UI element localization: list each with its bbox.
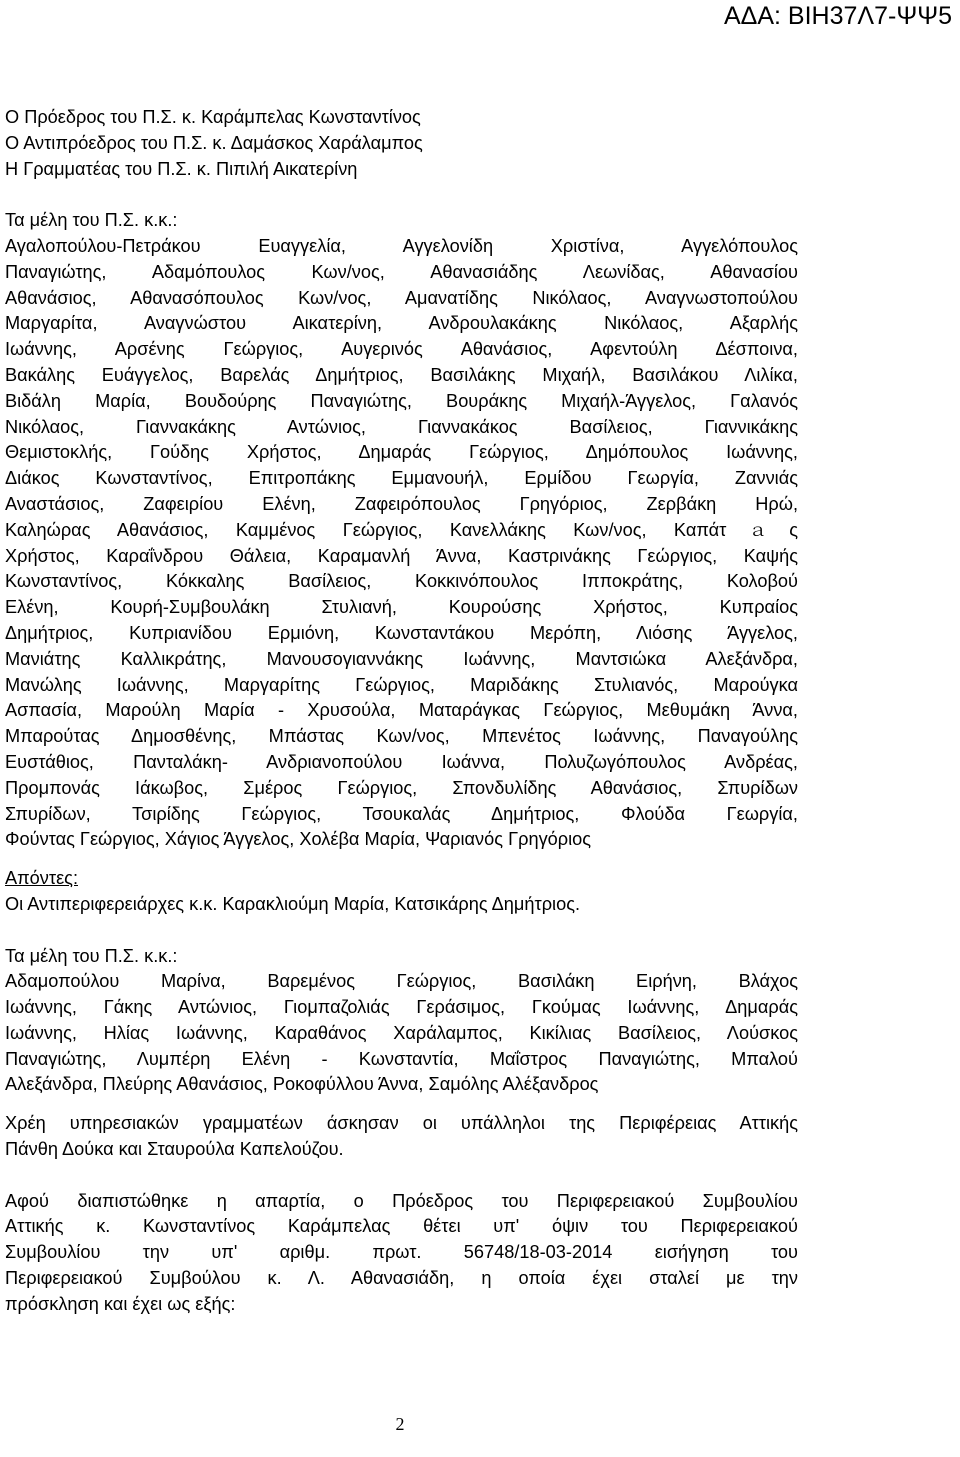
present-members-line: Ασπασία, Μαρούλη Μαρία - Χρυσούλα, Ματαράγκας Γεώργιος, Μεθυμάκη Άννα,: [5, 700, 798, 721]
present-members-line: Μανιάτης Καλλικράτης, Μανουσογιαννάκης Ιωάννης, Μαντσιώκα Αλεξάνδρα,: [5, 648, 798, 669]
vice-president-line: Ο Αντιπρόεδρος του Π.Σ. κ. Δαμάσκος Χαράλαμπος: [5, 132, 423, 153]
absent-deputy-governors-line: Οι Αντιπεριφερειάρχες κ.κ. Καρακλιούμη Μαρία, Κατσικάρης Δημήτριος.: [5, 893, 581, 914]
absent-heading: Απόντες:: [5, 868, 78, 889]
present-members-line: Ευστάθιος, Πανταλάκη- Ανδριανοπούλου Ιωάννα, Πολυζωγόπουλος Ανδρέας,: [5, 751, 798, 772]
present-members-line: Ελένη, Κουρή-Συμβουλάκη Στυλιανή, Κουρούσης Χρήστος, Κυπραίος: [5, 597, 798, 618]
present-members-line: Διάκος Κωνσταντίνος, Επιτροπάκης Εμμανουήλ, Ερμίδου Γεωργία, Ζαννιάς: [5, 468, 798, 489]
present-members-line: Σπυρίδων, Τσιρίδης Γεώργιος, Τσουκαλάς Δημήτριος, Φλούδα Γεωργία,: [5, 803, 798, 824]
present-members-line: Καληώρας Αθανάσιος, Καμμένος Γεώργιος, Κανελλάκης Κων/νος, Καπάτａς: [5, 519, 798, 540]
president-line: Ο Πρόεδρος του Π.Σ. κ. Καράμπελας Κωνσταντίνος: [5, 107, 421, 127]
present-members-line: Μπαρούτας Δημοσθένης, Μπάστας Κων/νος, Μπενέτος Ιωάννης, Παναγούλης: [5, 726, 798, 747]
present-members-line: Αναστάσιος, Ζαφειρίου Ελένη, Ζαφειρόπουλος Γρηγόριος, Ζερβάκη Ηρώ,: [5, 493, 798, 514]
presidium-block: [5, 105, 798, 182]
absent-members-heading: Τα μέλη του Π.Σ. κ.κ.:: [5, 945, 178, 966]
quorum-block: [5, 1189, 798, 1318]
absent-block: [5, 866, 798, 918]
present-members-line: Νικόλαος, Γιαννακάκης Αντώνιος, Γιαννακάκος Βασίλειος, Γιαννικάκης: [5, 416, 798, 437]
present-members-line: Αθανάσιος, Αθανασόπουλος Κων/νος, Αμανατίδης Νικόλαος, Αναγνωστοπούλου: [5, 287, 798, 308]
present-members-line: Προμπονάς Ιάκωβος, Σμέρος Γεώργιος, Σπονδυλίδης Αθανάσιος, Σπυρίδων: [5, 777, 798, 798]
absent-members-line: Αδαμοπούλου Μαρίνα, Βαρεμένος Γεώργιος, Βασιλάκη Ειρήνη, Βλάχος: [5, 971, 798, 992]
ada-code: ΑΔΑ: ΒΙΗ37Λ7-ΨΨ5: [723, 2, 952, 30]
absent-members-block: [5, 944, 798, 1099]
present-members-heading: Τα μέλη του Π.Σ. κ.κ.:: [5, 210, 178, 231]
absent-members-line: Ιωάννης, Γάκης Αντώνιος, Γιομπαζολιάς Γεράσιμος, Γκούμας Ιωάννης, Δημαράς: [5, 997, 798, 1018]
secretariat-line: Χρέη υπηρεσιακών γραμματέων άσκησαν οι υπάλληλοι της Περιφέρειας Αττικής: [5, 1113, 798, 1134]
quorum-line: Περιφερειακού Συμβούλου κ. Λ. Αθανασιάδη, η οποία έχει σταλεί με την: [5, 1268, 798, 1289]
present-members-line: Μανώλης Ιωάννης, Μαργαρίτης Γεώργιος, Μαριδάκης Στυλιανός, Μαρούγκα: [5, 674, 798, 695]
present-members-line: Δημήτριος, Κυπριανίδου Ερμιόνη, Κωνσταντάκου Μερόπη, Λιόσης Άγγελος,: [5, 622, 798, 643]
present-members-line: Φούντας Γεώργιος, Χάγιος Άγγελος, Χολέβα Μαρία, Ψαριανός Γρηγόριος: [5, 829, 592, 850]
quorum-line: Συμβουλίου την υπ' αριθμ. πρωτ. 56748/18-03-2014 εισήγηση του: [5, 1242, 798, 1263]
present-members-line: Χρήστος, Καραΐνδρου Θάλεια, Καραμανλή Άννα, Καστρινάκης Γεώργιος, Καψής: [5, 545, 798, 566]
present-members-line: Κωνσταντίνος, Κόκκαλης Βασίλειος, Κοκκινόπουλος Ιπποκράτης, Κολοβού: [5, 571, 798, 592]
quorum-line: Αφού διαπιστώθηκε η απαρτία, ο Πρόεδρος του Περιφερειακού Συμβουλίου: [5, 1190, 798, 1211]
present-members-line: Αγαλοπούλου-Πετράκου Ευαγγελία, Αγγελονίδη Χριστίνα, Αγγελόπουλος: [5, 235, 798, 256]
present-members-line: Μαργαρίτα, Αναγνώστου Αικατερίνη, Ανδρουλακάκης Νικόλαος, Αξαρλής: [5, 313, 798, 334]
quorum-line: πρόσκληση και έχει ως εξής:: [5, 1293, 236, 1314]
present-members-line: Βακάλης Ευάγγελος, Βαρελάς Δημήτριος, Βασιλάκης Μιχαήλ, Βασιλάκου Λιλίκα,: [5, 364, 798, 385]
present-members-line: Παναγιώτης, Αδαμόπουλος Κων/νος, Αθανασιάδης Λεωνίδας, Αθανασίου: [5, 261, 798, 282]
absent-members-line: Παναγιώτης, Λυμπέρη Ελένη - Κωνσταντία, Μαΐστρος Παναγιώτης, Μπαλού: [5, 1048, 798, 1069]
page-number: 2: [395, 1414, 405, 1434]
secretary-line: Η Γραμματέας του Π.Σ. κ. Πιπιλή Αικατερίνη: [5, 158, 358, 179]
absent-members-line: Αλεξάνδρα, Πλεύρης Αθανάσιος, Ροκοφύλλου Άννα, Σαμόλης Αλέξανδρος: [5, 1074, 599, 1095]
present-members-line: Θεμιστοκλής, Γούδης Χρήστος, Δημαράς Γεώργιος, Δημόπουλος Ιωάννης,: [5, 442, 798, 463]
present-members-line: Ιωάννης, Αρσένης Γεώργιος, Αυγερινός Αθανάσιος, Αφεντούλη Δέσποινα,: [5, 339, 798, 360]
secretariat-line: Πάνθη Δούκα και Σταυρούλα Καπελούζου.: [5, 1139, 344, 1160]
quorum-line: Αττικής κ. Κωνσταντίνος Καράμπελας θέτει υπ' όψιν του Περιφερειακού: [5, 1216, 798, 1237]
absent-members-line: Ιωάννης, Ηλίας Ιωάννης, Καραθάνος Χαράλαμπος, Κικίλιας Βασίλειος, Λούσκος: [5, 1022, 798, 1043]
document-body: [5, 105, 798, 1318]
present-members-block: [5, 208, 798, 853]
secretariat-block: [5, 1111, 798, 1163]
present-members-line: Βιδάλη Μαρία, Βουδούρης Παναγιώτης, Βουράκης Μιχαήλ-Άγγελος, Γαλανός: [5, 390, 798, 411]
